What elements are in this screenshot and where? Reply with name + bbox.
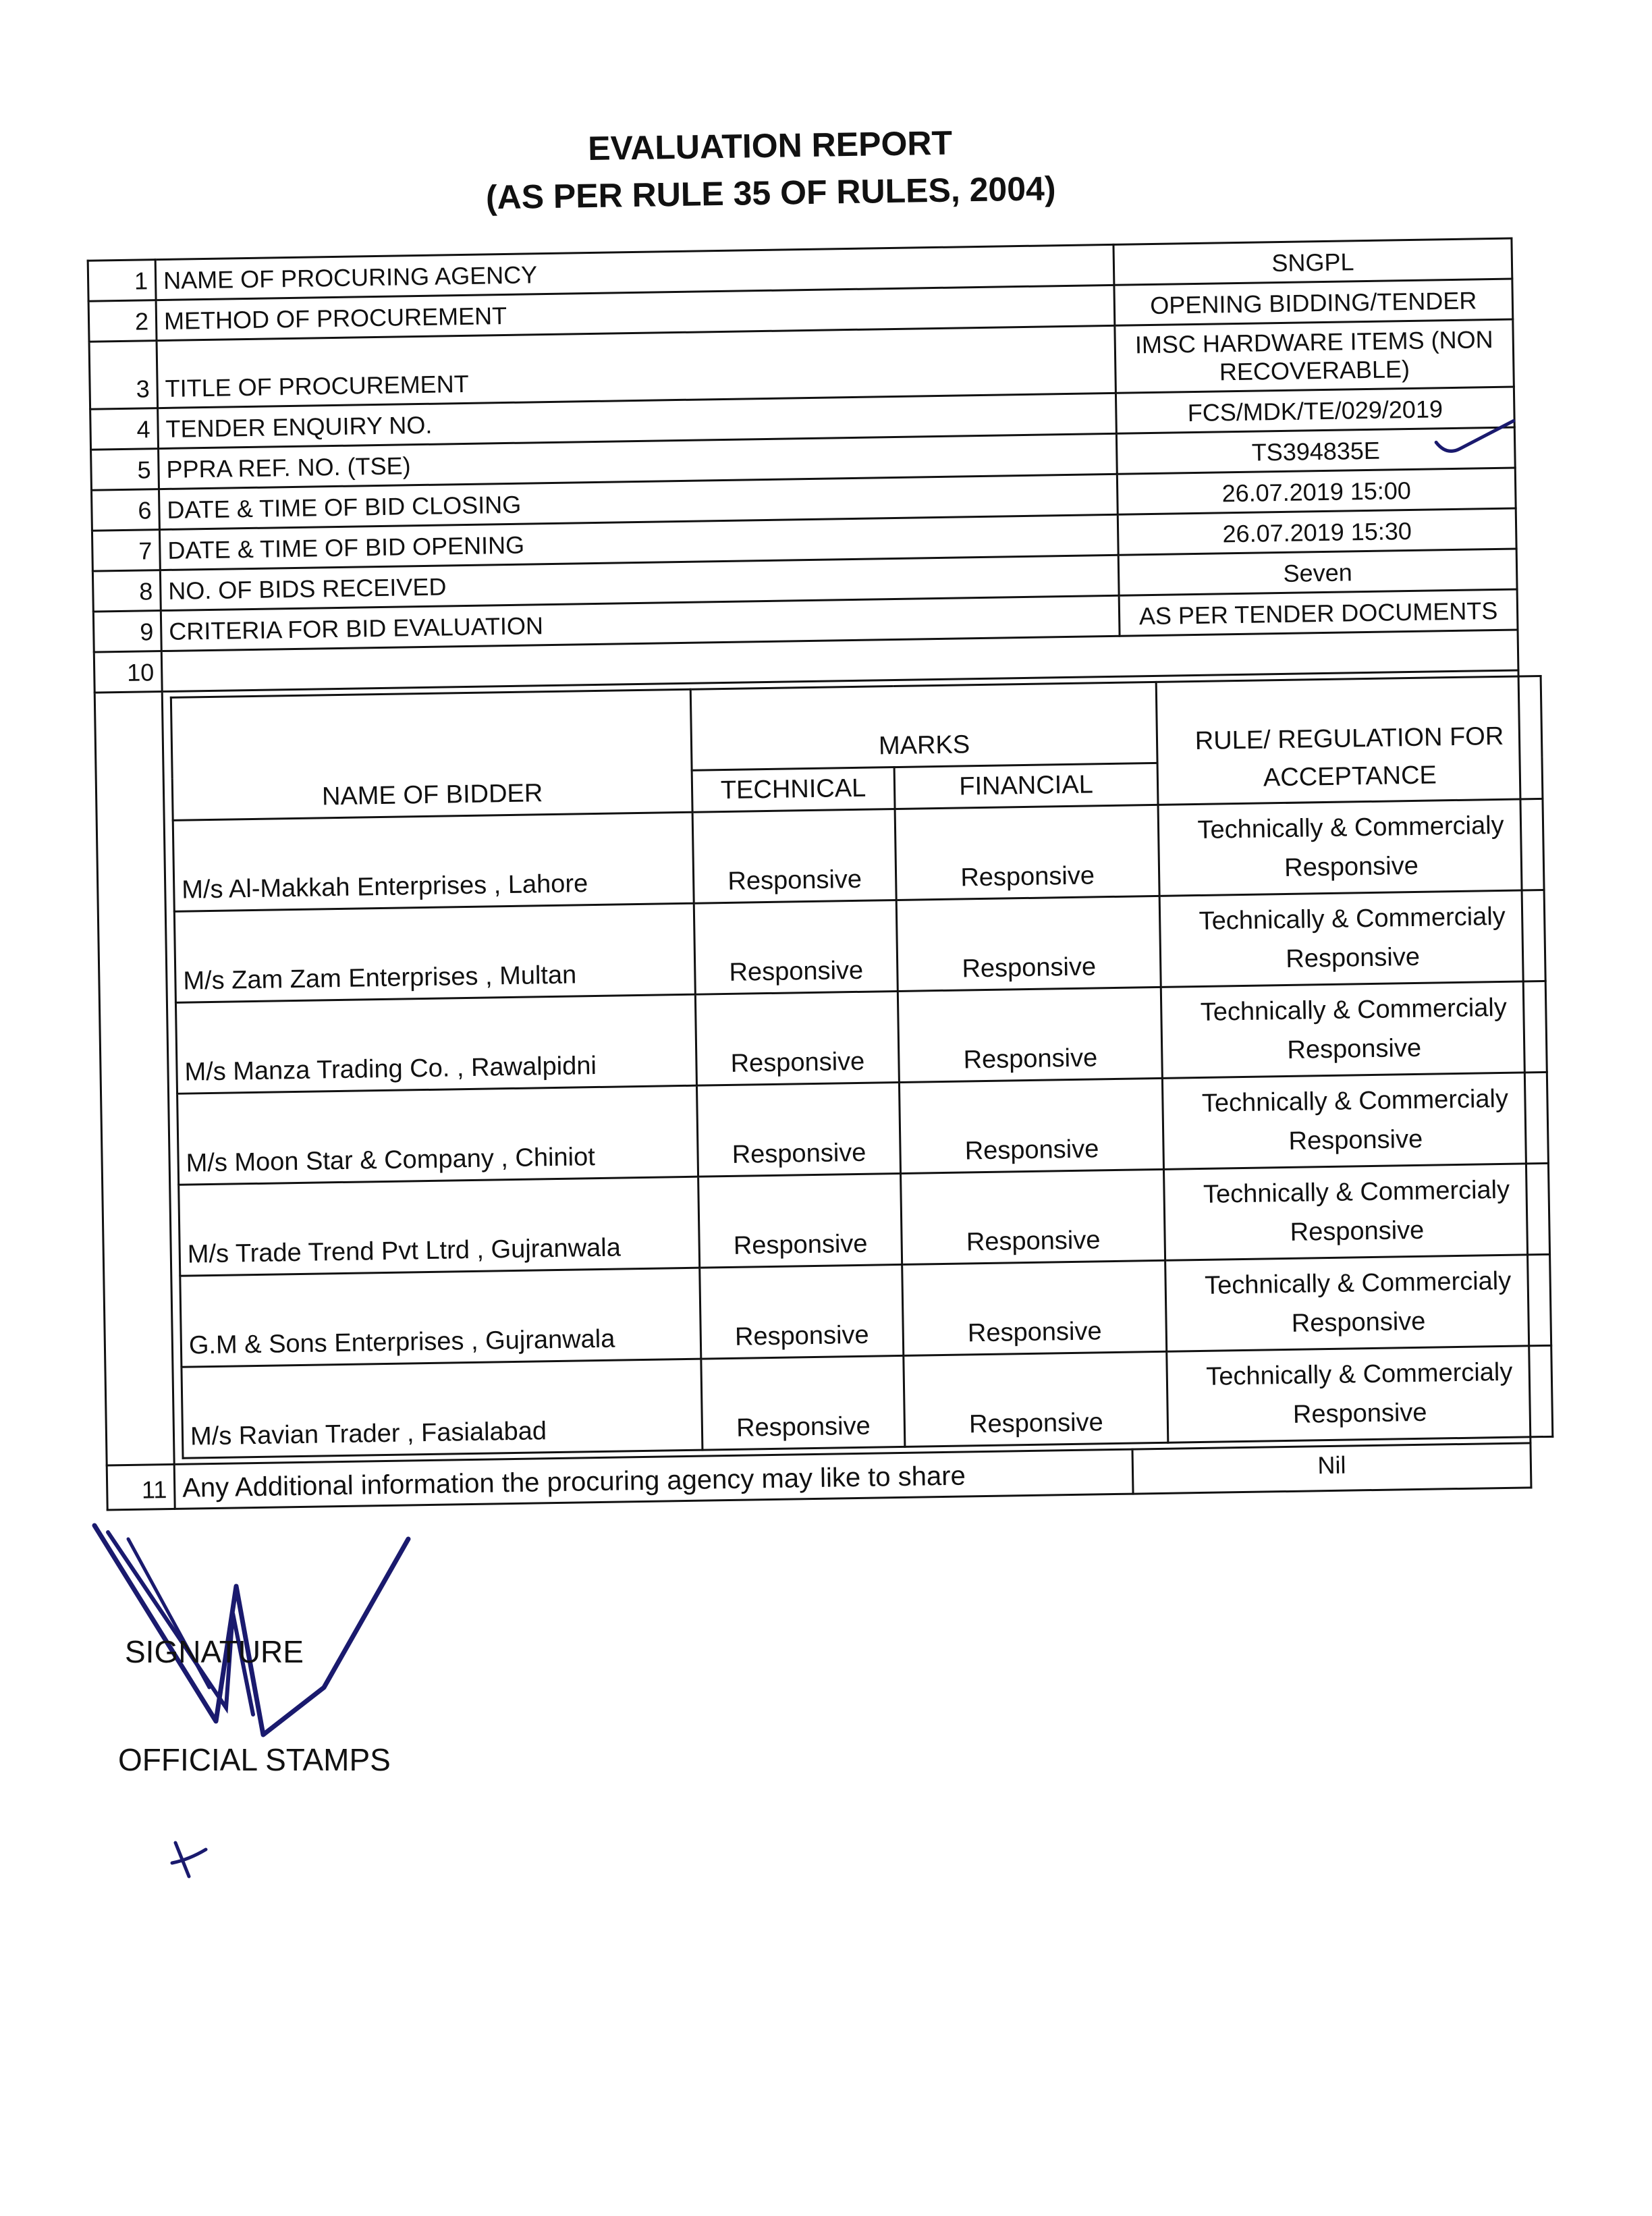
row-number: 8 [92, 570, 161, 612]
bidder-section-cell [162, 670, 1531, 1464]
financial-status: Responsive [899, 1078, 1163, 1173]
check-mark-icon [1433, 414, 1521, 462]
financial-status: Responsive [902, 1260, 1167, 1355]
rule-acceptance: Technically & Commercialy Responsive [1159, 890, 1545, 987]
row-number: 5 [91, 449, 159, 491]
row-value: FCS/MDK/TE/029/2019 [1116, 387, 1514, 433]
financial-status: Responsive [896, 896, 1161, 991]
rule-acceptance: Technically & Commercialy Responsive [1161, 981, 1547, 1078]
financial-status: Responsive [904, 1351, 1168, 1447]
row-number: 6 [91, 489, 159, 531]
rule-acceptance: Technically & Commercialy Responsive [1165, 1254, 1551, 1351]
title-line-2: (AS PER RULE 35 OF RULES, 2004) [485, 169, 1056, 217]
row-label: NO. OF BIDS RECEIVED [160, 555, 1119, 610]
header-bidder-name: NAME OF BIDDER [171, 689, 692, 820]
row-value: OPENING BIDDING/TENDER [1114, 279, 1513, 325]
row-label: TITLE OF PROCUREMENT [157, 325, 1116, 408]
row-value: 26.07.2019 15:00 [1117, 468, 1516, 514]
technical-status: Responsive [695, 991, 899, 1085]
row-number: 4 [90, 408, 159, 450]
row-value: SNGPL [1113, 238, 1512, 285]
row-number: 11 [107, 1464, 175, 1510]
row-value: Seven [1118, 549, 1517, 595]
row-label: DATE & TIME OF BID CLOSING [159, 474, 1118, 529]
row-value: TS394835E [1116, 427, 1515, 474]
row-value: AS PER TENDER DOCUMENTS [1119, 589, 1518, 636]
row-label: Any Additional information the procuring agency may like to share [174, 1449, 1133, 1509]
bidders-table [170, 675, 1554, 1459]
header-technical: TECHNICAL [692, 767, 895, 813]
financial-status: Responsive [898, 987, 1162, 1082]
bidders-header-row [171, 676, 1542, 778]
title-line-1: EVALUATION REPORT [587, 124, 953, 168]
technical-status: Responsive [694, 900, 898, 995]
x-mark-icon [169, 1836, 209, 1883]
report-title [314, 115, 1227, 223]
rule-acceptance: Technically & Commercialy Responsive [1164, 1163, 1550, 1260]
rule-acceptance: Technically & Commercialy Responsive [1158, 799, 1544, 896]
technical-status: Responsive [698, 1173, 902, 1268]
technical-status: Responsive [701, 1355, 905, 1450]
row-label: METHOD OF PROCUREMENT [156, 285, 1115, 340]
row-label: DATE & TIME OF BID OPENING [159, 514, 1118, 570]
technical-status: Responsive [700, 1264, 904, 1359]
row-label: PPRA REF. NO. (TSE) [159, 433, 1118, 489]
signature-area [88, 1519, 560, 1856]
bidder-section-number-cell [94, 692, 174, 1465]
signature-label: SIGNATURE [125, 1634, 304, 1669]
evaluation-table [87, 238, 1533, 1511]
rule-acceptance: Technically & Commercialy Responsive [1162, 1072, 1548, 1169]
row-number: 1 [88, 260, 156, 302]
technical-status: Responsive [692, 809, 896, 904]
bidder-name: M/s Trade Trend Pvt Ltrd , Gujranwala [179, 1177, 700, 1276]
bidder-section-row [94, 670, 1531, 1465]
row-value: 26.07.2019 15:30 [1118, 508, 1516, 555]
rule-acceptance: Technically & Commercialy Responsive [1167, 1345, 1553, 1442]
row-number: 9 [93, 611, 161, 653]
bidder-name: M/s Moon Star & Company , Chiniot [177, 1085, 698, 1185]
row-value: Nil [1132, 1443, 1531, 1494]
row-number: 10 [94, 651, 162, 693]
row-number: 7 [92, 530, 160, 572]
technical-status: Responsive [696, 1082, 900, 1177]
bidder-name: M/s Zam Zam Enterprises , Multan [174, 903, 695, 1002]
bidder-name: M/s Al-Makkah Enterprises , Lahore [173, 812, 694, 911]
bidder-name: G.M & Sons Enterprises , Gujranwala [180, 1268, 701, 1367]
row-label: NAME OF PROCURING AGENCY [155, 244, 1114, 300]
official-stamps-label: OFFICIAL STAMPS [118, 1742, 391, 1777]
row-number: 2 [88, 300, 157, 342]
bidder-name: M/s Manza Trading Co. , Rawalpidni [175, 994, 696, 1093]
row-label: CRITERIA FOR BID EVALUATION [161, 595, 1120, 651]
row-number: 3 [89, 341, 158, 410]
row-value: IMSC HARDWARE ITEMS (NON RECOVERABLE) [1115, 319, 1514, 393]
financial-status: Responsive [901, 1169, 1165, 1264]
financial-status: Responsive [895, 805, 1159, 900]
header-financial: FINANCIAL [894, 763, 1158, 809]
header-marks: MARKS [690, 682, 1157, 770]
bidder-name: M/s Ravian Trader , Fasialabad [182, 1359, 703, 1458]
header-rule: RULE/ REGULATION FOR ACCEPTANCE [1156, 676, 1543, 805]
row-label: TENDER ENQUIRY NO. [158, 393, 1117, 448]
